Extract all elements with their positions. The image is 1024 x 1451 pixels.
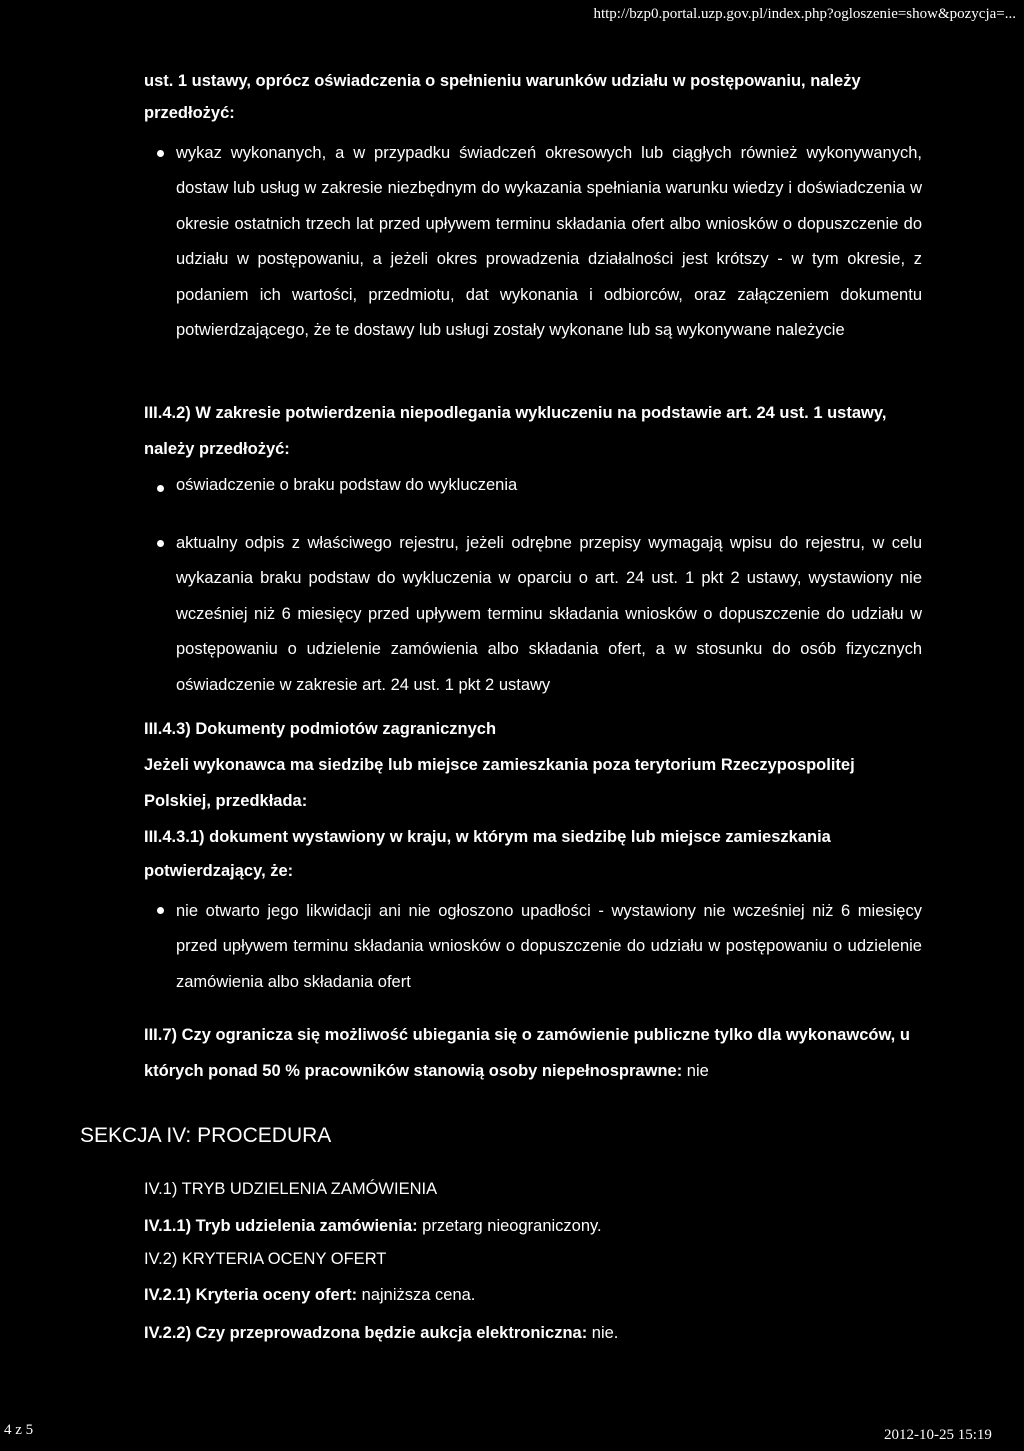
block1-line2: przedłożyć: [144,104,235,122]
block2-line2: należy przedłożyć: [144,440,290,458]
section4-line4 [144,1286,475,1305]
section4-line3: IV.2) KRYTERIA OCENY OFERT [144,1250,387,1268]
section4-line1: IV.1) TRYB UDZIELENIA ZAMÓWIENIA [144,1180,438,1198]
block3-line4: potwierdzający, że: [144,862,294,880]
block3-bullet-text: nie otwarto jego likwidacji ani nie ogłoszono upadłości - wystawiony nie wcześniej niż 6 miesięcy przed upływem terminu składania wniosków o dopuszczenie do udziału w postępowaniu o udzielenie zamówienia albo składania ofert [176,902,922,991]
section4-line4-value: najniższa cena. [357,1286,476,1304]
section4-line4-label: IV.2.1) Kryteria oceny ofert: [144,1286,358,1304]
header-url: http://bzp0.portal.uzp.gov.pl/index.php?ogloszenie=show&pozycja=... [593,6,1016,22]
section4-line5 [144,1324,618,1343]
block4-line1: III.7) Czy ogranicza się możliwość ubiegania się o zamówienie publiczne tylko dla wykonawców, u [144,1026,910,1044]
bullet-icon [157,540,164,547]
block2-bullet1-text: oświadczenie o braku podstaw do wykluczenia [176,476,518,494]
section4-line2 [144,1217,602,1236]
block1-line1: ust. 1 ustawy, oprócz oświadczenia o spełnieniu warunków udziału w postępowaniu, należy [144,72,861,90]
block2-bullet2-text: aktualny odpis z właściwego rejestru, jeżeli odrębne przepisy wymagają wpisu do rejestru, w celu wykazania braku podstaw do wykluczenia w oparciu o art. 24 ust. 1 pkt 2 ustawy, wystawiony nie wcześniej niż 6 miesięcy przed upływem terminu składania wniosków o dopuszczenie do udziału w postępowaniu o udzielenie zamówienia albo składania ofert, a w stosunku do osób fizycznych oświadczenie w zakresie art. 24 ust. 1 pkt 2 ustawy [176,534,922,694]
block2-line1: III.4.2) W zakresie potwierdzenia niepodlegania wykluczeniu na podstawie art. 24 ust. 1 ustawy, [144,404,887,422]
bullet-icon [157,150,164,157]
bullet-icon [157,907,164,914]
section4-line2-label: IV.1.1) Tryb udzielenia zamówienia: [144,1217,418,1235]
page-number: 4 z 5 [4,1422,34,1438]
block1-bullet-text: wykaz wykonanych, a w przypadku świadczeń okresowych lub ciągłych również wykonywanych, dostaw lub usług w zakresie niezbędnym do wykazania spełniania warunku wiedzy i doświadczenia w okresie ostatnich trzech lat przed upływem terminu składania ofert albo wniosków o dopuszczenie do udziału w postępowaniu, a jeżeli okres prowadzenia działalności jest krótszy - w tym okresie, z podaniem ich wartości, przedmiotu, dat wykonania i odbiorców, oraz załączeniem dokumentu potwierdzającego, że te dostawy lub usługi zostały wykonane lub są wykonywane należycie [176,144,922,340]
section4-line2-value: przetarg nieograniczony. [417,1217,602,1235]
section4-line5-value: nie. [587,1324,619,1342]
block4-line2-label: których ponad 50 % pracowników stanowią osoby niepełnosprawne: [144,1062,683,1080]
bullet-icon [157,485,164,492]
print-datetime: 2012-10-25 15:19 [884,1427,992,1443]
section4-line5-label: IV.2.2) Czy przeprowadzona będzie aukcja elektroniczna: [144,1324,588,1342]
block3-heading: III.4.3) Dokumenty podmiotów zagranicznych [144,720,497,738]
section-title: SEKCJA IV: PROCEDURA [80,1124,332,1147]
block4-line2 [144,1062,709,1081]
block4-line2-value: nie [682,1062,709,1080]
block3-line3: III.4.3.1) dokument wystawiony w kraju, w którym ma siedzibę lub miejsce zamieszkania [144,828,831,846]
block3-line2: Polskiej, przedkłada: [144,792,308,810]
block3-line1: Jeżeli wykonawca ma siedzibę lub miejsce zamieszkania poza terytorium Rzeczypospolitej [144,756,855,774]
